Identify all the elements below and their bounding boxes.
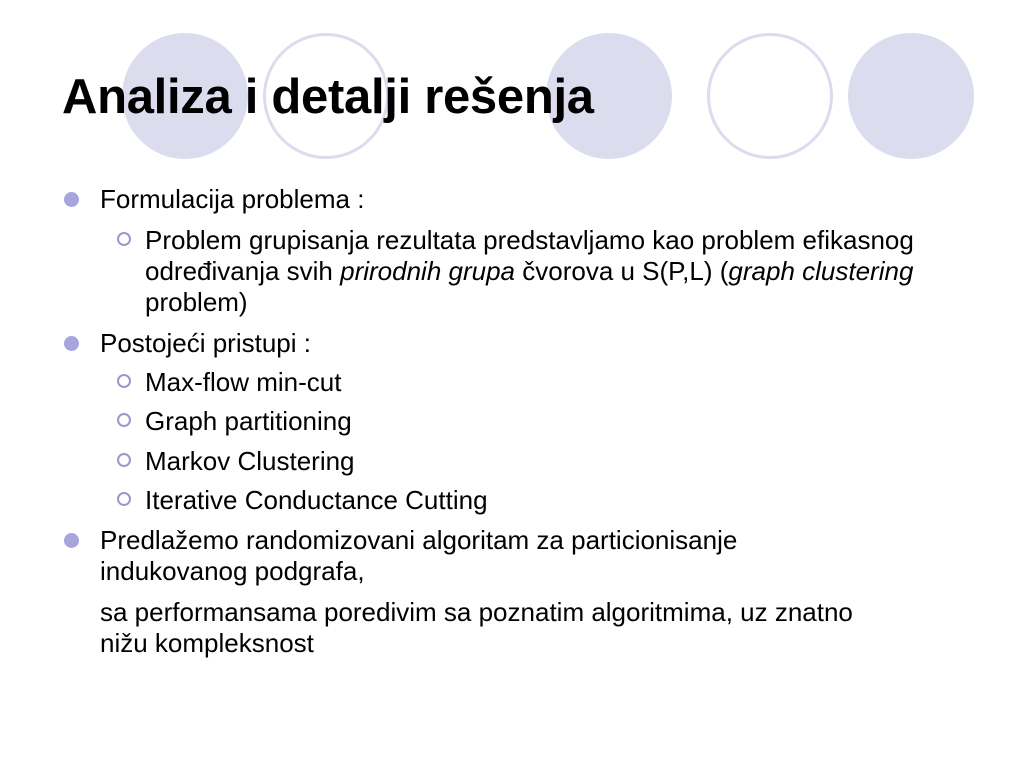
proposal-continuation [100, 597, 860, 659]
bullet-dot-icon [64, 336, 79, 351]
bullet-ring-icon [117, 374, 131, 388]
detail-text-part3: problem) [145, 287, 248, 317]
decorative-circle-ring [707, 33, 833, 159]
bullet-ring-icon [117, 413, 131, 427]
bullet-dot-icon [64, 533, 79, 548]
detail-emphasis-graph-clustering: graph clustering [728, 256, 914, 286]
decorative-circle-filled [848, 33, 974, 159]
sub-bullet-approach [145, 406, 955, 437]
bullet-proposal [100, 525, 860, 587]
approach-label: Graph partitioning [145, 406, 352, 436]
bullet-formulation [100, 184, 860, 215]
sub-bullet-approach [145, 485, 955, 516]
bullet-ring-icon [117, 232, 131, 246]
approach-label: Iterative Conductance Cutting [145, 485, 488, 515]
sub-bullet-approach [145, 367, 955, 398]
slide-title: Analiza i detalji rešenja [62, 70, 594, 124]
bullet-ring-icon [117, 492, 131, 506]
sub-bullet-approach [145, 446, 955, 477]
bullet-dot-icon [64, 192, 79, 207]
detail-text-part1: Problem grupisanja rezultata predstavljamo kao problem efikasnog određivanja svih [145, 225, 914, 286]
sub-bullet-formulation-detail [145, 225, 955, 318]
approach-label: Markov Clustering [145, 446, 355, 476]
proposal-continuation-text: sa performansama poredivim sa poznatim algoritmima, uz znatno nižu kompleksnost [100, 597, 853, 658]
bullet-approaches [100, 328, 860, 359]
detail-emphasis-natural-groups: prirodnih grupa [340, 256, 516, 286]
proposal-label: Predlažemo randomizovani algoritam za particionisanje indukovanog podgrafa, [100, 525, 738, 586]
approaches-label: Postojeći pristupi : [100, 328, 311, 358]
bullet-ring-icon [117, 453, 131, 467]
approach-label: Max-flow min-cut [145, 367, 342, 397]
detail-text-part2: čvorova u S(P,L) ( [515, 256, 729, 286]
formulation-label: Formulacija problema : [100, 184, 365, 214]
